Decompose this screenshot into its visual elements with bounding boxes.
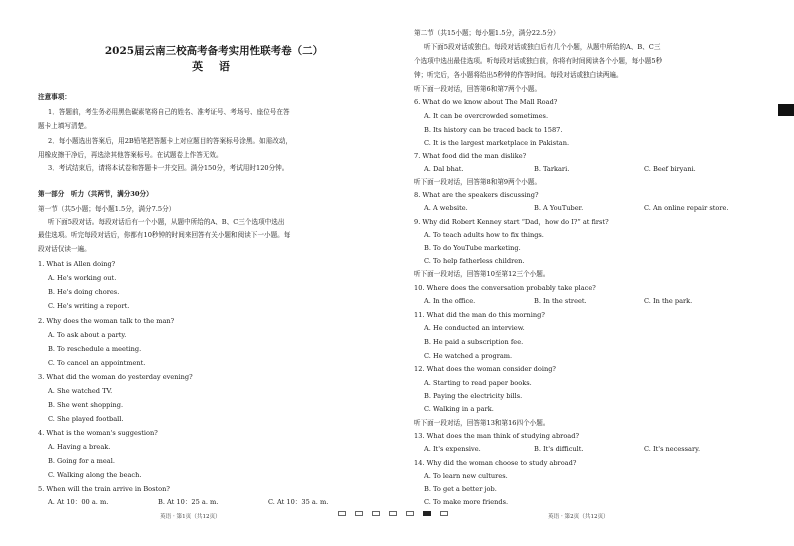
option: A. He conducted an interview. bbox=[424, 324, 525, 332]
option: A. A website. bbox=[424, 204, 468, 212]
option: B. To reschedule a meeting. bbox=[48, 345, 142, 353]
question: 11. What did the man do this morning? bbox=[414, 311, 545, 319]
question: 2. Why does the woman talk to the man? bbox=[38, 317, 175, 325]
page-footer-left: 英语 · 第1页（共12页） bbox=[160, 514, 221, 520]
option: B. In the street. bbox=[534, 297, 587, 305]
question: 5. When will the train arrive in Boston? bbox=[38, 485, 170, 493]
section2-intro: 个选项中选出最佳选项。听每段对话或独白前，你将有时间阅读各个小题，每小题5秒 bbox=[414, 57, 663, 65]
option: C. She played football. bbox=[48, 415, 124, 423]
option: B. He's doing chores. bbox=[48, 288, 120, 296]
section1-heading: 第一节（共5小题；每小题1.5分，满分7.5分） bbox=[38, 205, 176, 213]
listening-direction: 听下面一段对话，回答第6和第7两个小题。 bbox=[414, 85, 542, 93]
option: A. To ask about a party. bbox=[48, 331, 127, 339]
listening-direction: 听下面一段对话，回答第13和第16四个小题。 bbox=[414, 419, 550, 427]
section1-intro: 听下面5段对话。每段对话后有一个小题，从题中所给的A、B、C三个选项中选出 bbox=[48, 218, 285, 226]
option: C. Walking in a park. bbox=[424, 405, 494, 413]
option: C. It is the largest marketplace in Pakistan. bbox=[424, 139, 570, 147]
option-row bbox=[414, 445, 754, 454]
option: A. To learn new cultures. bbox=[424, 472, 508, 480]
page-indicator[interactable] bbox=[372, 511, 380, 516]
option-row bbox=[38, 498, 378, 507]
question: 3. What did the woman do yesterday evening? bbox=[38, 373, 193, 381]
option: C. It's necessary. bbox=[644, 445, 701, 453]
question: 7. What food did the man dislike? bbox=[414, 152, 527, 160]
question: 4. What is the woman's suggestion? bbox=[38, 429, 158, 437]
part1-heading: 第一部分 听力（共两节，满分30分） bbox=[38, 190, 153, 198]
question: 14. Why did the woman choose to study abroad? bbox=[414, 459, 577, 467]
option: B. Tarkari. bbox=[534, 165, 570, 173]
option: C. In the park. bbox=[644, 297, 693, 305]
section1-intro: 最佳选项。听完每段对话后，你都有10秒钟的时间来回答有关小题和阅读下一小题。每 bbox=[38, 231, 291, 239]
subject-title: 英 语 bbox=[192, 60, 236, 73]
listening-direction: 听下面一段对话，回答第8和第9两个小题。 bbox=[414, 178, 542, 186]
option: A. It can be overcrowded sometimes. bbox=[424, 112, 549, 120]
option-row bbox=[414, 165, 754, 174]
page-indicator-current[interactable] bbox=[423, 511, 431, 516]
page-indicator[interactable] bbox=[406, 511, 414, 516]
option: A. Dal bhat. bbox=[424, 165, 464, 173]
page-indicator[interactable] bbox=[338, 511, 346, 516]
notice-line: 题卡上填写清楚。 bbox=[38, 122, 91, 130]
notice-line: 2．每小题选出答案后，用2B铅笔把答题卡上对应题目的答案标号涂黑。如需改动， bbox=[48, 137, 293, 145]
option: A. She watched TV. bbox=[48, 387, 113, 395]
option: B. To get a better job. bbox=[424, 485, 497, 493]
option: B. To do YouTube marketing. bbox=[424, 244, 521, 252]
option: B. She went shopping. bbox=[48, 401, 124, 409]
page-navigator[interactable] bbox=[338, 511, 448, 516]
notice-line: 3．考试结束后，请将本试卷和答题卡一并交回。满分150分，考试用时120分钟。 bbox=[48, 164, 289, 172]
option: B. Paying the electricity bills. bbox=[424, 392, 523, 400]
page-indicator[interactable] bbox=[440, 511, 448, 516]
option: A. Having a break. bbox=[48, 443, 111, 451]
notice-line: 1．答题前，考生务必用黑色碳素笔将自己的姓名、准考证号、考场号、座位号在答 bbox=[48, 108, 290, 116]
option: B. A YouTuber. bbox=[534, 204, 584, 212]
section2-intro: 钟；听完后，各小题将给出5秒钟的作答时间。每段对话或独白读两遍。 bbox=[414, 71, 623, 79]
question: 10. Where does the conversation probably take place? bbox=[414, 284, 596, 292]
option: C. At 10：35 a. m. bbox=[268, 498, 329, 506]
question: 6. What do we know about The Mall Road? bbox=[414, 98, 558, 106]
option: C. To make more friends. bbox=[424, 498, 509, 506]
page-indicator[interactable] bbox=[355, 511, 363, 516]
option: C. An online repair store. bbox=[644, 204, 729, 212]
option: B. It's difficult. bbox=[534, 445, 584, 453]
option: B. He paid a subscription fee. bbox=[424, 338, 524, 346]
page-indicator[interactable] bbox=[389, 511, 397, 516]
question: 1. What is Allen doing? bbox=[38, 260, 116, 268]
option: A. It's expensive. bbox=[424, 445, 481, 453]
question: 9. Why did Robert Kenney start “Dad，how do I?” at first? bbox=[414, 218, 609, 226]
side-tab-marker bbox=[778, 104, 794, 116]
section1-intro: 段对话仅读一遍。 bbox=[38, 245, 91, 253]
question: 12. What does the woman consider doing? bbox=[414, 365, 556, 373]
option: C. He watched a program. bbox=[424, 352, 513, 360]
option: B. Its history can be traced back to 1587. bbox=[424, 126, 563, 134]
option: C. He's writing a report. bbox=[48, 302, 130, 310]
option: C. To cancel an appointment. bbox=[48, 359, 146, 367]
option: A. Starting to read paper books. bbox=[424, 379, 532, 387]
option-row bbox=[414, 204, 754, 213]
option: C. Walking along the beach. bbox=[48, 471, 142, 479]
question: 8. What are the speakers discussing? bbox=[414, 191, 539, 199]
question: 13. What does the man think of studying abroad? bbox=[414, 432, 579, 440]
option: C. To help fatherless children. bbox=[424, 257, 525, 265]
option: A. At 10：00 a. m. bbox=[48, 498, 109, 506]
listening-direction: 听下面一段对话，回答第10至第12三个小题。 bbox=[414, 270, 550, 278]
notice-heading: 注意事项： bbox=[38, 93, 71, 101]
notice-line: 用橡皮擦干净后，再选涂其他答案标号。在试题卷上作答无效。 bbox=[38, 151, 223, 159]
option: C. Beef biryani. bbox=[644, 165, 696, 173]
option: B. At 10：25 a. m. bbox=[158, 498, 219, 506]
section2-heading: 第二节（共15小题；每小题1.5分，满分22.5分） bbox=[414, 29, 560, 37]
page-footer-right: 英语 · 第2页（共12页） bbox=[548, 514, 609, 520]
option: A. To teach adults how to fix things. bbox=[424, 231, 544, 239]
section2-intro: 听下面5段对话或独白。每段对话或独白后有几个小题，从题中所给的A、B、C三 bbox=[424, 43, 661, 51]
option: B. Going for a meal. bbox=[48, 457, 115, 465]
option-row bbox=[414, 297, 754, 306]
exam-title: 2025届云南三校高考备考实用性联考卷（二） bbox=[104, 45, 324, 57]
option: A. In the office. bbox=[424, 297, 476, 305]
option: A. He's working out. bbox=[48, 274, 117, 282]
